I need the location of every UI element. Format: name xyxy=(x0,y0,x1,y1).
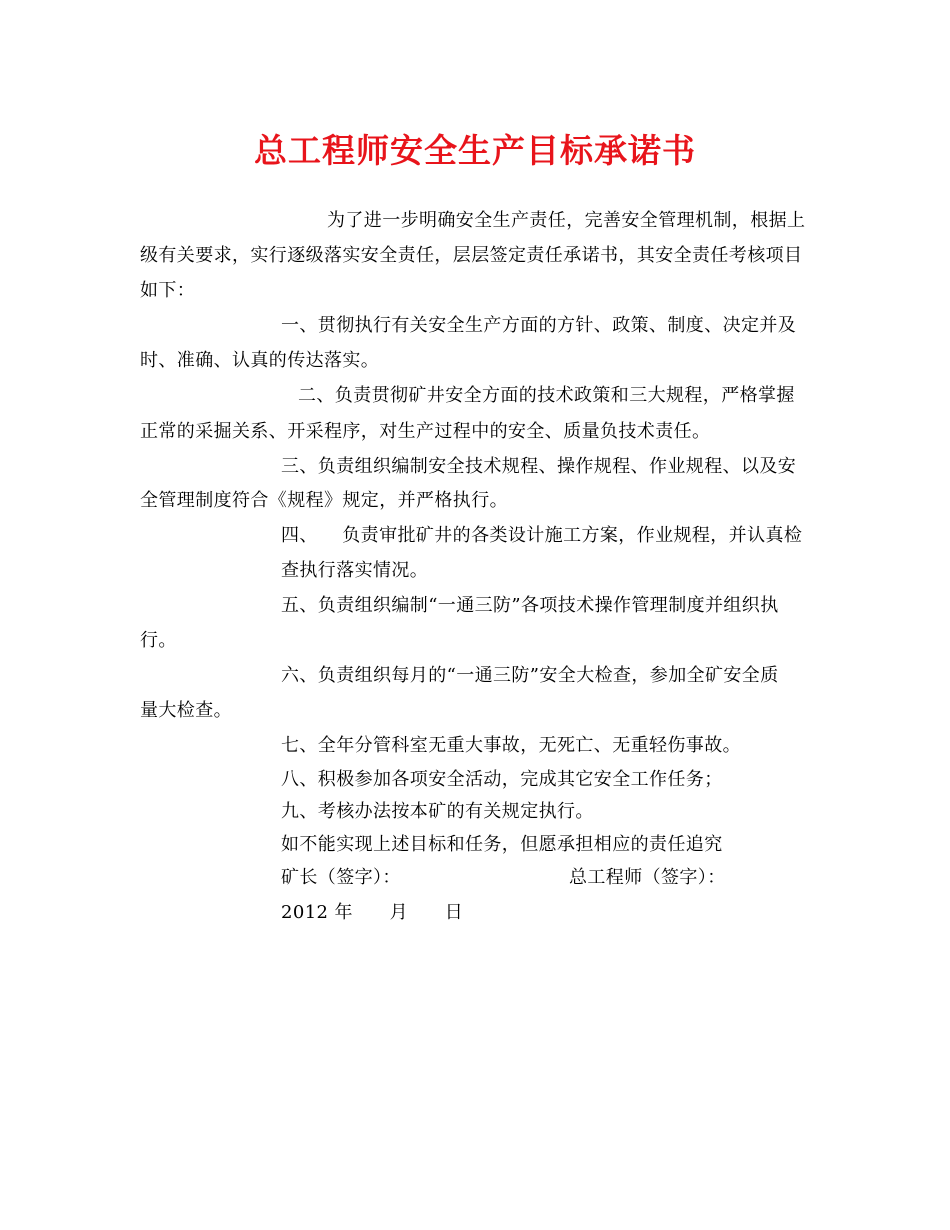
item-2-line-1: 二、负责贯彻矿井安全方面的技术政策和三大规程，严格掌握 xyxy=(298,385,795,406)
item-3-line-1: 三、负责组织编制安全技术规程、操作规程、作业规程、以及安 xyxy=(281,456,797,477)
document-title: 总工程师安全生产目标承诺书 xyxy=(254,131,696,170)
item-9: 九、考核办法按本矿的有关规定执行。 xyxy=(281,801,594,822)
item-6-line-1: 六、负责组织每月的“一通三防”安全大检查，参加全矿安全质 xyxy=(281,665,779,686)
item-4-line-2: 查执行落实情况。 xyxy=(281,560,429,581)
item-8: 八、积极参加各项安全活动，完成其它安全工作任务； xyxy=(281,769,723,790)
chief-engineer-signature-label: 总工程师（签字）： xyxy=(569,867,726,888)
item-5-line-2: 行。 xyxy=(140,630,177,651)
item-3-line-2: 全管理制度符合《规程》规定，并严格执行。 xyxy=(140,490,508,511)
intro-line-3: 如下： xyxy=(140,280,196,301)
mine-manager-signature-label: 矿长（签字）： xyxy=(281,867,401,888)
item-1-line-2: 时、准确、认真的传达落实。 xyxy=(140,350,380,371)
date-line: 2012 年 月 日 xyxy=(281,902,464,923)
item-1-line-1: 一、贯彻执行有关安全生产方面的方针、政策、制度、决定并及 xyxy=(281,315,797,336)
item-2-line-2: 正常的采掘关系、开采程序，对生产过程中的安全、质量负技术责任。 xyxy=(140,421,711,442)
item-5-line-1: 五、负责组织编制“一通三防”各项技术操作管理制度并组织执 xyxy=(281,595,779,616)
intro-line-2: 级有关要求，实行逐级落实安全责任，层层签定责任承诺书，其安全责任考核项目 xyxy=(140,245,803,266)
item-7: 七、全年分管科室无重大事故，无死亡、无重轻伤事故。 xyxy=(281,735,741,756)
intro-line-1: 为了进一步明确安全生产责任，完善安全管理机制，根据上 xyxy=(327,210,806,231)
item-4-line-1: 四、 负责审批矿井的各类设计施工方案，作业规程，并认真检 xyxy=(281,525,803,546)
item-6-line-2: 量大检查。 xyxy=(140,700,232,721)
commitment-statement: 如不能实现上述目标和任务，但愿承担相应的责任追究 xyxy=(281,834,723,855)
